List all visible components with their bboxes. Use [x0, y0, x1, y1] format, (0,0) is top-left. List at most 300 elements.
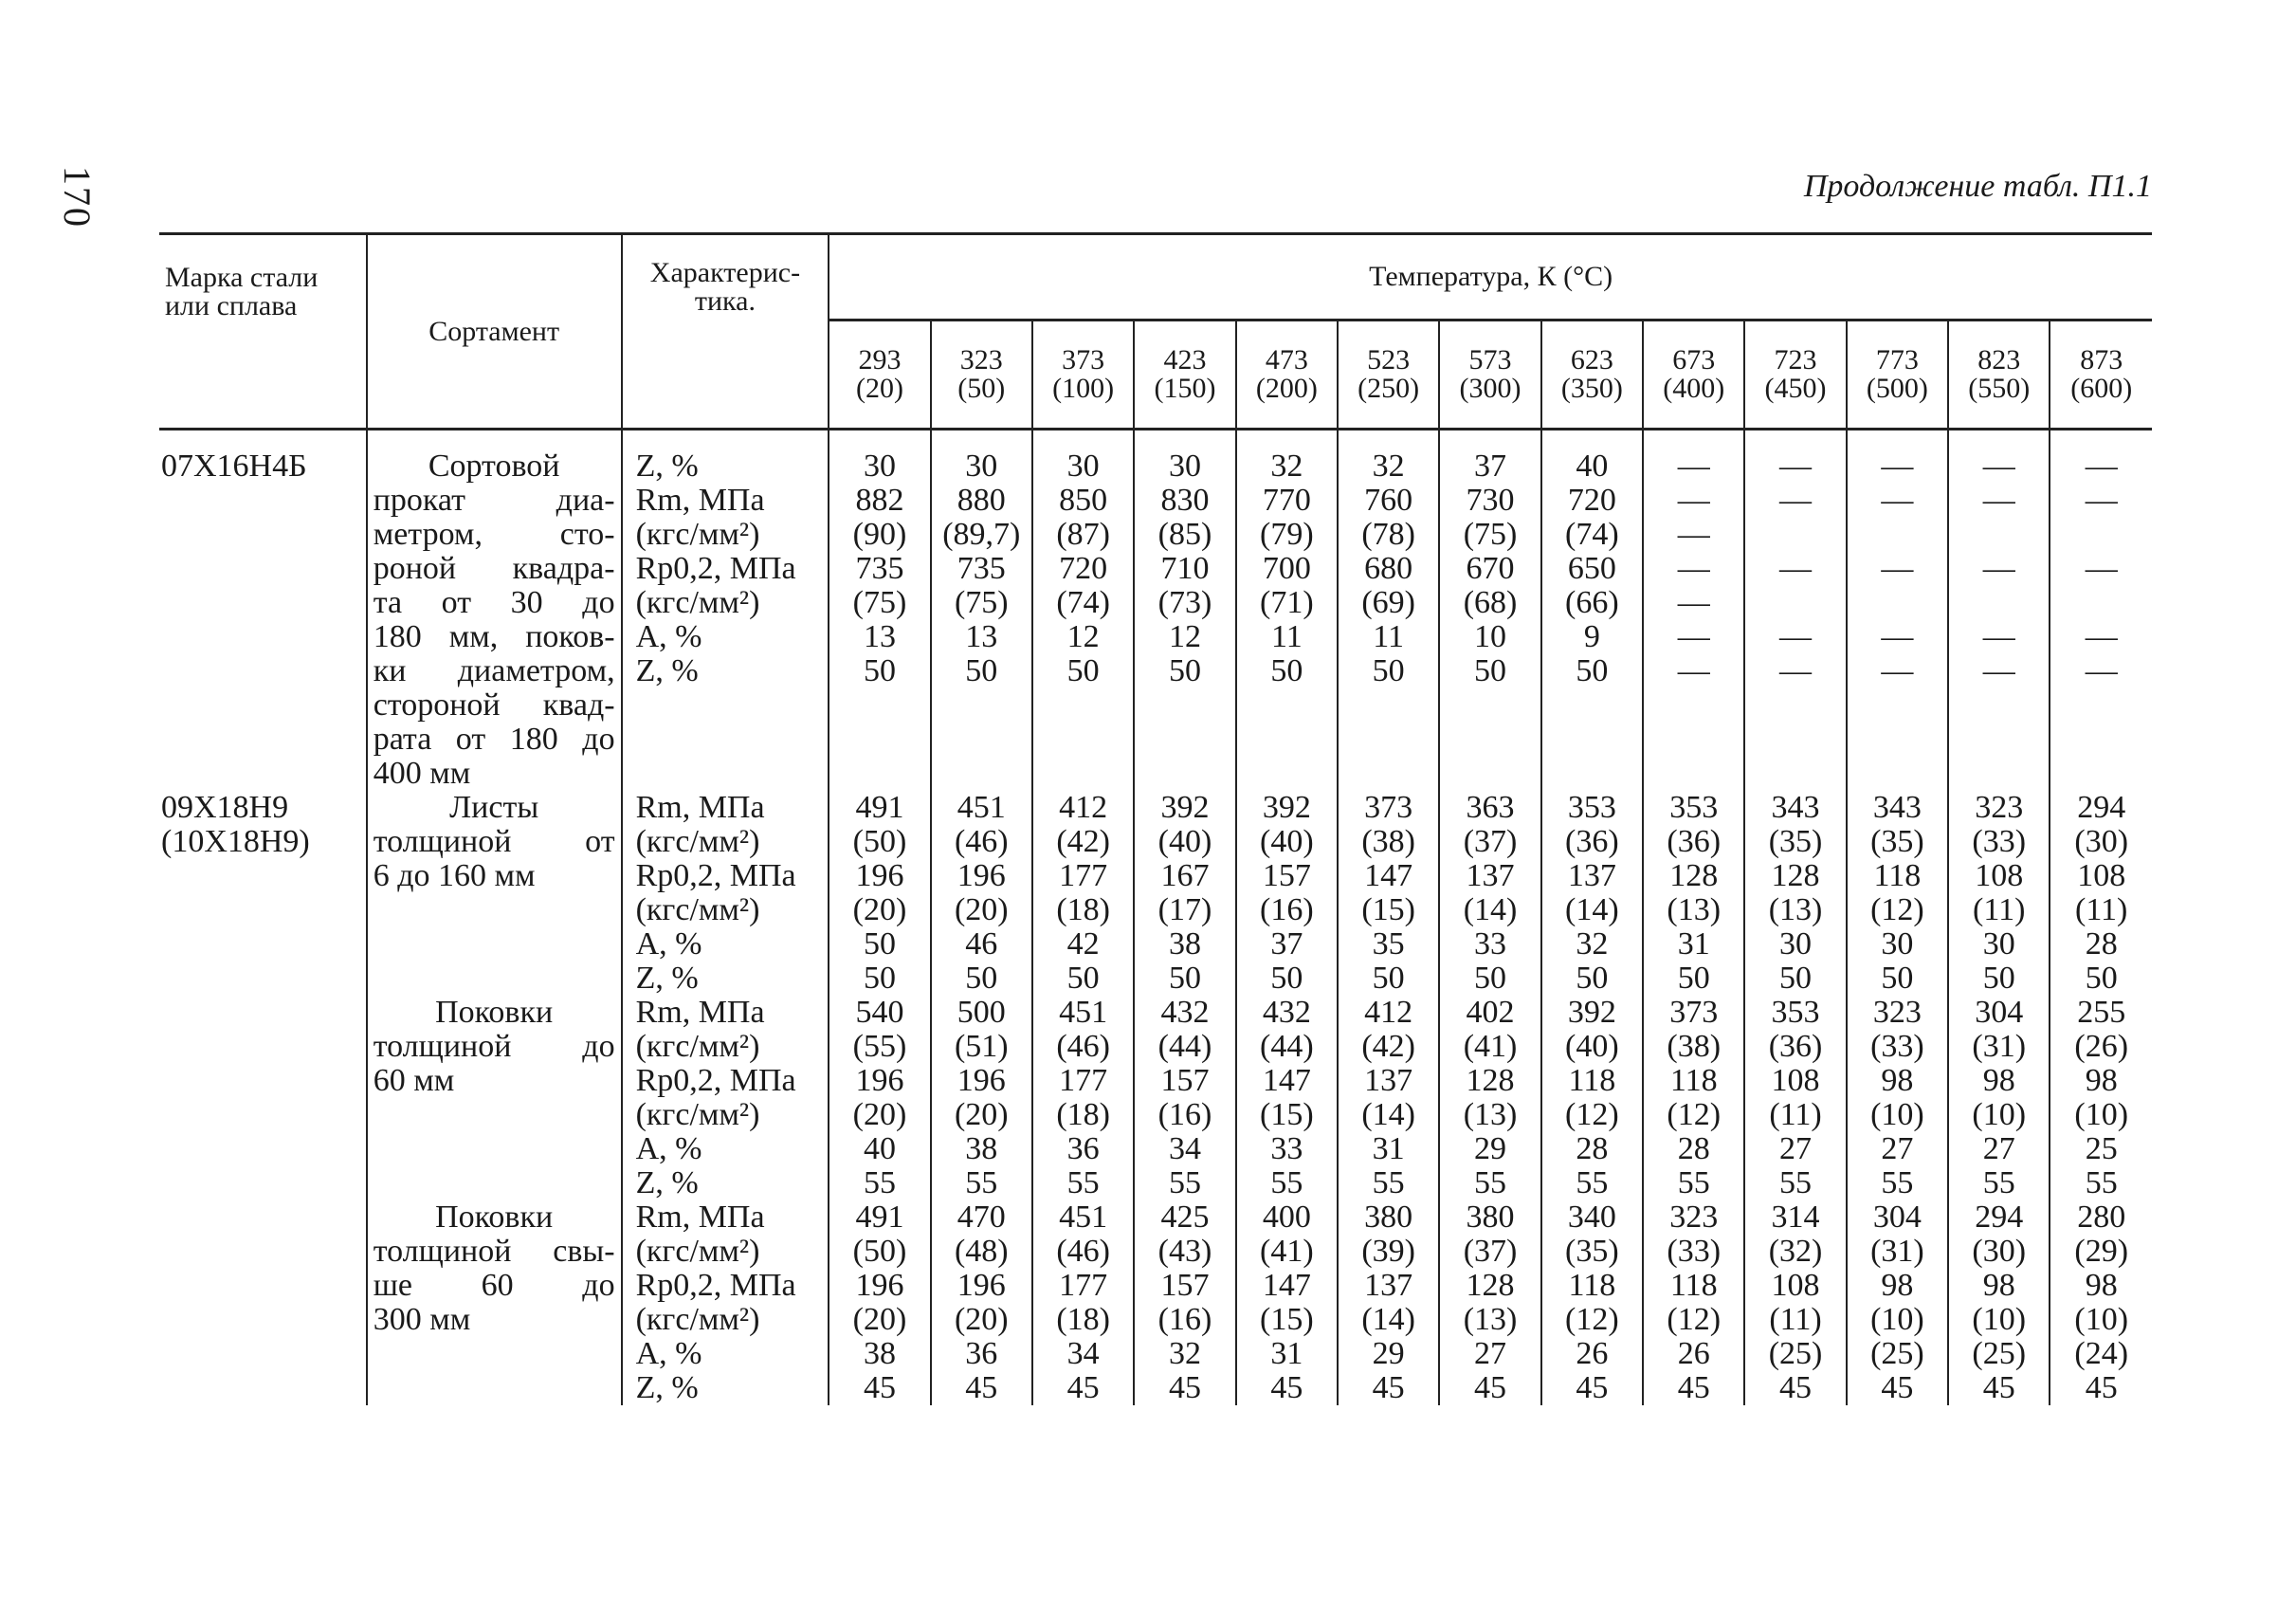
value-cell: 55 — [1576, 1165, 1609, 1200]
temperature-celsius: (50) — [957, 373, 1006, 404]
value-cell: 196 — [855, 858, 904, 893]
characteristic-label: Z, % — [635, 961, 699, 996]
temperature-celsius: (350) — [1560, 373, 1623, 404]
temperature-celsius: (250) — [1358, 373, 1420, 404]
value-cell: 50 — [1270, 961, 1303, 996]
value-column — [1744, 1200, 1846, 1405]
value-cell: — — [2085, 483, 2118, 518]
value-cell: 118 — [1873, 858, 1922, 893]
value-cell: (20) — [852, 892, 907, 927]
value-cell: 29 — [1372, 1336, 1405, 1371]
value-cell: 28 — [1677, 1131, 1710, 1166]
value-cell: (20) — [954, 892, 1009, 927]
characteristic-cell — [622, 791, 829, 996]
steel-grade: 07Х16Н4Б — [161, 449, 307, 484]
value-cell: 470 — [957, 1200, 1006, 1235]
value-column — [1236, 430, 1338, 792]
value-cell: (16) — [1260, 892, 1314, 927]
value-column — [1236, 791, 1338, 996]
table-row — [159, 791, 2152, 996]
temperature-kelvin: 473 — [1265, 344, 1308, 376]
value-cell: 50 — [2085, 961, 2118, 996]
value-column — [1643, 996, 1744, 1200]
value-cell: 35 — [1372, 926, 1405, 962]
value-cell: 137 — [1364, 1268, 1413, 1303]
product-form-line: толщиной от — [373, 824, 615, 859]
value-column — [829, 1200, 930, 1405]
value-cell: 10 — [1474, 619, 1507, 654]
value-column — [1847, 996, 1948, 1200]
value-cell: 32 — [1168, 1336, 1201, 1371]
temperature-column-header — [931, 321, 1032, 430]
value-cell: 37 — [1270, 926, 1303, 962]
value-cell: 880 — [957, 483, 1006, 518]
value-cell: 45 — [1677, 1370, 1710, 1405]
value-cell: 50 — [1270, 653, 1303, 688]
value-cell: 147 — [1364, 858, 1413, 893]
value-cell: 98 — [2085, 1268, 2118, 1303]
value-cell: (26) — [2074, 1029, 2129, 1064]
temperature-kelvin: 723 — [1774, 344, 1817, 376]
table-row — [159, 430, 2152, 792]
value-cell: 294 — [1975, 1200, 2024, 1235]
value-cell: 760 — [1364, 483, 1413, 518]
value-cell: (55) — [852, 1029, 907, 1064]
value-cell: — — [1982, 619, 2015, 654]
value-cell: (15) — [1260, 1097, 1314, 1132]
value-cell: 13 — [863, 619, 896, 654]
value-cell: 118 — [1669, 1268, 1718, 1303]
value-cell: (18) — [1056, 892, 1110, 927]
value-cell: (46) — [954, 824, 1009, 859]
temperature-kelvin: 573 — [1468, 344, 1512, 376]
value-cell: 98 — [1982, 1268, 2015, 1303]
value-cell: (68) — [1463, 585, 1518, 620]
value-cell: — — [1677, 551, 1710, 586]
temperature-celsius: (500) — [1866, 373, 1928, 404]
temperature-celsius: (200) — [1255, 373, 1318, 404]
value-cell: 55 — [863, 1165, 896, 1200]
characteristic-label: Z, % — [635, 449, 699, 484]
value-cell: 280 — [2077, 1200, 2126, 1235]
value-cell: 13 — [965, 619, 998, 654]
temperature-kelvin: 873 — [2080, 344, 2123, 376]
product-form-line: 60 мм — [373, 1063, 455, 1098]
value-cell: — — [1881, 449, 1914, 484]
value-cell: (78) — [1361, 517, 1415, 552]
value-cell: 37 — [1474, 449, 1507, 484]
value-cell: 720 — [1567, 483, 1616, 518]
temperature-column-header — [1134, 321, 1235, 430]
value-cell: 28 — [1576, 1131, 1609, 1166]
value-cell: 412 — [1059, 790, 1108, 825]
value-cell: 196 — [957, 1268, 1006, 1303]
value-cell: 55 — [1779, 1165, 1813, 1200]
value-cell: (10) — [1972, 1302, 2027, 1337]
value-cell: (11) — [1769, 1302, 1822, 1337]
value-cell: 380 — [1466, 1200, 1515, 1235]
value-column — [1847, 430, 1948, 792]
value-column — [1948, 430, 2050, 792]
value-cell: 128 — [1466, 1268, 1515, 1303]
value-cell: (75) — [954, 585, 1009, 620]
value-cell: (75) — [1463, 517, 1518, 552]
value-cell: (12) — [1667, 1097, 1722, 1132]
temperature-column-header — [1744, 321, 1846, 430]
header-characteristic: Характерис-тика. — [622, 234, 829, 430]
value-cell: 118 — [1568, 1063, 1616, 1098]
table-row — [159, 996, 2152, 1200]
characteristic-label: Rm, МПа — [635, 483, 765, 518]
value-cell: — — [1982, 653, 2015, 688]
characteristic-cell — [622, 430, 829, 792]
value-cell: — — [1982, 483, 2015, 518]
value-cell: 412 — [1364, 995, 1413, 1030]
value-cell: 40 — [863, 1131, 896, 1166]
value-cell: 40 — [1576, 449, 1609, 484]
temperature-column-header — [2050, 321, 2152, 430]
value-cell: 26 — [1677, 1336, 1710, 1371]
value-cell: (15) — [1361, 892, 1415, 927]
value-cell: 50 — [1881, 961, 1914, 996]
value-cell: 31 — [1270, 1336, 1303, 1371]
value-cell: (38) — [1667, 1029, 1722, 1064]
value-cell: (35) — [1870, 824, 1924, 859]
value-cell: 323 — [1872, 995, 1922, 1030]
value-cell: (87) — [1056, 517, 1110, 552]
value-cell: (12) — [1565, 1302, 1619, 1337]
value-cell: (90) — [852, 517, 907, 552]
value-cell: (39) — [1361, 1234, 1415, 1269]
value-column — [931, 996, 1032, 1200]
value-cell: (74) — [1056, 585, 1110, 620]
value-cell: 157 — [1262, 858, 1311, 893]
temperature-kelvin: 373 — [1062, 344, 1105, 376]
value-cell: 50 — [1168, 961, 1201, 996]
value-cell: 128 — [1466, 1063, 1515, 1098]
table-caption: Продолжение табл. П1.1 — [1803, 169, 2152, 204]
value-column — [931, 791, 1032, 996]
value-cell: 46 — [965, 926, 998, 962]
value-cell: 255 — [2077, 995, 2126, 1030]
value-cell — [1949, 518, 2049, 552]
value-cell: (44) — [1260, 1029, 1314, 1064]
value-cell: 50 — [1474, 653, 1507, 688]
value-cell: 343 — [1872, 790, 1922, 825]
value-cell: (74) — [1565, 517, 1619, 552]
value-cell: 402 — [1466, 995, 1515, 1030]
temperature-celsius: (400) — [1663, 373, 1725, 404]
product-form-line: 180 мм, поков- — [373, 619, 615, 654]
value-column — [1541, 1200, 1643, 1405]
value-cell: (42) — [1056, 824, 1110, 859]
value-cell: 50 — [863, 653, 896, 688]
value-cell: 147 — [1262, 1063, 1311, 1098]
value-cell: 45 — [1168, 1370, 1201, 1405]
value-cell: (20) — [954, 1097, 1009, 1132]
value-cell: 128 — [1771, 858, 1820, 893]
value-cell: (42) — [1361, 1029, 1415, 1064]
value-cell: 30 — [863, 449, 896, 484]
value-cell: (30) — [2074, 824, 2129, 859]
value-cell: 770 — [1262, 483, 1311, 518]
steel-grade-cell — [159, 430, 367, 792]
value-cell: 137 — [1364, 1063, 1413, 1098]
value-column — [931, 1200, 1032, 1405]
value-column — [931, 430, 1032, 792]
value-cell: 50 — [1576, 653, 1609, 688]
value-cell: (18) — [1056, 1302, 1110, 1337]
value-cell: (12) — [1565, 1097, 1619, 1132]
value-cell: (46) — [1056, 1029, 1110, 1064]
product-form-line: прокат диа- — [373, 483, 615, 518]
value-cell: 451 — [1059, 995, 1108, 1030]
value-cell: (14) — [1361, 1302, 1415, 1337]
value-cell: 55 — [1881, 1165, 1914, 1200]
temperature-kelvin: 323 — [959, 344, 1003, 376]
value-cell: 11 — [1373, 619, 1405, 654]
value-cell: — — [1881, 619, 1914, 654]
value-cell: 323 — [1669, 1200, 1719, 1235]
value-cell: 31 — [1677, 926, 1710, 962]
value-cell: 720 — [1059, 551, 1108, 586]
value-cell: (44) — [1157, 1029, 1212, 1064]
value-cell: 33 — [1474, 926, 1507, 962]
characteristic-label: (кгс/мм²) — [635, 1097, 760, 1132]
value-cell: (31) — [1870, 1234, 1924, 1269]
product-form-cell — [367, 791, 622, 996]
value-cell: 50 — [1372, 653, 1405, 688]
value-cell: 30 — [1066, 449, 1100, 484]
value-cell: 304 — [1872, 1200, 1922, 1235]
value-column — [1032, 1200, 1134, 1405]
value-cell: 27 — [1779, 1131, 1813, 1166]
value-cell: 392 — [1160, 790, 1210, 825]
value-cell: (40) — [1157, 824, 1212, 859]
characteristic-label: Rp0,2, МПа — [635, 1268, 796, 1303]
value-cell: 11 — [1270, 619, 1303, 654]
value-cell: (10) — [1870, 1302, 1924, 1337]
temperature-celsius: (20) — [855, 373, 903, 404]
value-cell: 55 — [1270, 1165, 1303, 1200]
characteristic-label: A, % — [635, 926, 702, 962]
value-cell: 680 — [1364, 551, 1413, 586]
value-cell — [2050, 586, 2152, 620]
value-cell: 55 — [1168, 1165, 1201, 1200]
value-cell: — — [1982, 551, 2015, 586]
characteristic-cell — [622, 1200, 829, 1405]
value-cell: (51) — [954, 1029, 1009, 1064]
value-cell: (31) — [1972, 1029, 2027, 1064]
value-cell: (32) — [1768, 1234, 1823, 1269]
product-form-line: роной квадра- — [373, 551, 615, 586]
value-cell: (41) — [1260, 1234, 1314, 1269]
value-cell: (11) — [1973, 892, 2026, 927]
value-cell: — — [2085, 551, 2118, 586]
value-cell: 830 — [1160, 483, 1210, 518]
value-cell: (40) — [1565, 1029, 1619, 1064]
value-cell: (50) — [852, 824, 907, 859]
value-cell: 128 — [1669, 858, 1719, 893]
value-cell: (10) — [2074, 1302, 2129, 1337]
value-column — [1948, 791, 2050, 996]
temperature-celsius: (550) — [1968, 373, 2031, 404]
value-cell: 137 — [1466, 858, 1515, 893]
value-cell: (46) — [1056, 1234, 1110, 1269]
characteristic-label: A, % — [635, 619, 702, 654]
value-column — [2050, 996, 2152, 1200]
value-column — [1744, 791, 1846, 996]
value-cell: 32 — [1270, 449, 1303, 484]
value-cell: (41) — [1463, 1029, 1518, 1064]
value-cell: (71) — [1260, 585, 1314, 620]
value-column — [1439, 996, 1540, 1200]
value-cell: (10) — [1972, 1097, 2027, 1132]
value-cell: 340 — [1567, 1200, 1616, 1235]
value-cell: 98 — [1881, 1268, 1914, 1303]
value-cell: 36 — [1066, 1131, 1100, 1166]
value-column — [1134, 996, 1235, 1200]
value-cell — [2050, 518, 2152, 552]
value-column — [1643, 430, 1744, 792]
value-cell: 400 — [1262, 1200, 1311, 1235]
value-cell: (29) — [2074, 1234, 2129, 1269]
value-cell: 196 — [957, 1063, 1006, 1098]
value-column — [1236, 1200, 1338, 1405]
value-column — [1847, 791, 1948, 996]
value-cell: (33) — [1870, 1029, 1924, 1064]
temperature-kelvin: 423 — [1163, 344, 1207, 376]
value-cell: 425 — [1160, 1200, 1210, 1235]
value-column — [1439, 791, 1540, 996]
value-cell: 108 — [1975, 858, 2024, 893]
value-cell: 700 — [1262, 551, 1311, 586]
value-cell: (17) — [1157, 892, 1212, 927]
value-cell: 45 — [1576, 1370, 1609, 1405]
header-temperature: Температура, К (°С) — [829, 234, 2152, 321]
value-cell: 55 — [1474, 1165, 1507, 1200]
value-cell: 50 — [863, 926, 896, 962]
value-column — [1134, 791, 1235, 996]
steel-grade-cell — [159, 791, 367, 996]
value-cell: (14) — [1463, 892, 1518, 927]
value-cell: (13) — [1768, 892, 1823, 927]
product-form-title: Сортовой — [428, 449, 560, 484]
value-cell: 38 — [965, 1131, 998, 1166]
value-cell: 735 — [855, 551, 904, 586]
steel-grade-cell — [159, 1200, 367, 1405]
product-form-line: та от 30 до — [373, 585, 615, 620]
characteristic-label: (кгс/мм²) — [635, 824, 760, 859]
value-cell: 353 — [1669, 790, 1719, 825]
value-cell: (20) — [954, 1302, 1009, 1337]
value-column — [1439, 1200, 1540, 1405]
table-row — [159, 1200, 2152, 1405]
value-cell: 38 — [1168, 926, 1201, 962]
value-cell: 45 — [1779, 1370, 1813, 1405]
value-cell: 50 — [1474, 961, 1507, 996]
value-cell — [1949, 586, 2049, 620]
value-cell: 12 — [1168, 619, 1201, 654]
value-cell: 98 — [1881, 1063, 1914, 1098]
value-cell: 137 — [1567, 858, 1616, 893]
value-column — [1338, 1200, 1439, 1405]
value-cell: — — [1881, 483, 1914, 518]
value-cell: 29 — [1474, 1131, 1507, 1166]
value-cell: 45 — [1881, 1370, 1914, 1405]
value-cell: 50 — [965, 653, 998, 688]
value-column — [1847, 1200, 1948, 1405]
value-column — [1744, 996, 1846, 1200]
value-cell: (35) — [1565, 1234, 1619, 1269]
characteristic-label: Rm, МПа — [635, 790, 765, 825]
value-cell: 55 — [965, 1165, 998, 1200]
characteristic-label: A, % — [635, 1131, 702, 1166]
product-form-line: толщиной свы- — [373, 1234, 615, 1269]
value-cell: 50 — [1168, 653, 1201, 688]
value-cell: (14) — [1565, 892, 1619, 927]
value-cell: (73) — [1157, 585, 1212, 620]
temperature-column-header — [1643, 321, 1744, 430]
value-cell: (25) — [1972, 1336, 2027, 1371]
value-cell: — — [1677, 517, 1710, 552]
value-cell: 380 — [1364, 1200, 1413, 1235]
characteristic-cell — [622, 996, 829, 1200]
value-cell: 45 — [1270, 1370, 1303, 1405]
temperature-kelvin: 823 — [1977, 344, 2021, 376]
characteristic-label: (кгс/мм²) — [635, 1234, 760, 1269]
characteristic-label: Z, % — [635, 653, 699, 688]
value-cell: 55 — [1066, 1165, 1100, 1200]
value-cell: 27 — [1982, 1131, 2015, 1166]
header-product: Сортамент — [367, 234, 622, 430]
temperature-celsius: (100) — [1052, 373, 1115, 404]
value-cell: — — [1779, 449, 1813, 484]
value-cell: 108 — [2077, 858, 2126, 893]
value-cell: 373 — [1669, 995, 1719, 1030]
value-cell: 432 — [1262, 995, 1311, 1030]
value-cell: (36) — [1768, 1029, 1823, 1064]
value-cell: 118 — [1669, 1063, 1718, 1098]
value-cell: 30 — [1982, 926, 2015, 962]
value-cell: (37) — [1463, 1234, 1518, 1269]
temperature-celsius: (150) — [1154, 373, 1216, 404]
value-cell: — — [1779, 483, 1813, 518]
value-cell: 45 — [1982, 1370, 2015, 1405]
value-cell: — — [2085, 619, 2118, 654]
value-cell: 50 — [1372, 961, 1405, 996]
product-form-line: ше 60 до — [373, 1268, 615, 1303]
value-cell: — — [1779, 619, 1813, 654]
value-cell: 30 — [1881, 926, 1914, 962]
value-cell: (15) — [1260, 1302, 1314, 1337]
value-column — [829, 996, 930, 1200]
value-cell: 30 — [1779, 926, 1813, 962]
temperature-column-header — [1847, 321, 1948, 430]
value-cell: 196 — [957, 858, 1006, 893]
product-form-line: ки диаметром, — [373, 653, 615, 688]
value-column — [2050, 791, 2152, 996]
value-cell: (33) — [1972, 824, 2027, 859]
value-cell: 735 — [957, 551, 1006, 586]
temperature-celsius: (450) — [1764, 373, 1827, 404]
value-cell: 432 — [1160, 995, 1210, 1030]
value-cell: 353 — [1771, 995, 1820, 1030]
value-cell: 50 — [1066, 961, 1100, 996]
value-cell: — — [1982, 449, 2015, 484]
value-column — [1643, 791, 1744, 996]
value-cell: 31 — [1372, 1131, 1405, 1166]
